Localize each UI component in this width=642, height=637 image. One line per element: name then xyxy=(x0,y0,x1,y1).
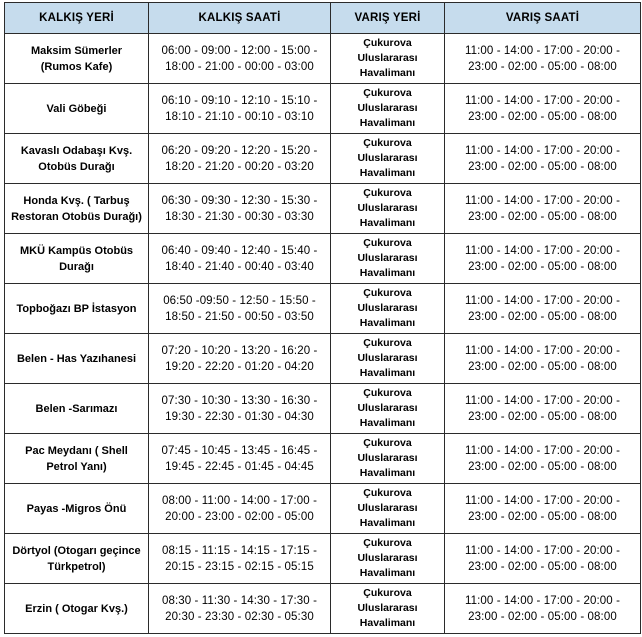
departure-stop-cell xyxy=(5,84,149,134)
departure-stop-cell xyxy=(5,484,149,534)
arrival-times-cell-line: 11:00 - 14:00 - 17:00 - 20:00 - xyxy=(464,344,621,357)
departure-times-cell-line: 18:20 - 21:20 - 00:20 - 03:20 xyxy=(165,160,314,173)
arrival-times-cell-line: 23:00 - 02:00 - 05:00 - 08:00 xyxy=(468,510,617,523)
table-row xyxy=(5,484,641,534)
departure-times-cell-line: 08:15 - 11:15 - 14:15 - 17:15 - xyxy=(161,544,318,557)
arrival-stop-cell-line: Çukurova xyxy=(363,137,412,149)
arrival-times-cell xyxy=(445,434,641,484)
departure-stop-cell-line: Belen - Has Yazıhanesi xyxy=(16,352,137,365)
table-row xyxy=(5,584,641,634)
arrival-stop-cell-line: Çukurova xyxy=(363,437,412,449)
header-departure-stop: KALKIŞ YERİ xyxy=(5,3,149,34)
arrival-times-cell-line: 23:00 - 02:00 - 05:00 - 08:00 xyxy=(468,410,617,423)
departure-times-cell xyxy=(149,284,331,334)
arrival-stop-cell-line: Havalimanı xyxy=(359,367,416,379)
departure-stop-cell-line: Vali Göbeği xyxy=(46,102,107,115)
departure-times-cell-line: 18:00 - 21:00 - 00:00 - 03:00 xyxy=(165,60,314,73)
arrival-stop-cell-line: Uluslararası xyxy=(357,502,418,514)
arrival-stop-cell-line: Çukurova xyxy=(363,587,412,599)
departure-stop-cell-line: Belen -Sarımazı xyxy=(35,402,118,415)
departure-times-cell xyxy=(149,184,331,234)
arrival-times-cell xyxy=(445,484,641,534)
departure-stop-cell-line: Erzin ( Otogar Kvş.) xyxy=(25,602,128,615)
arrival-stop-cell-line: Havalimanı xyxy=(359,117,416,129)
departure-stop-cell xyxy=(5,584,149,634)
arrival-stop-cell xyxy=(331,184,445,234)
arrival-stop-cell-line: Çukurova xyxy=(363,537,412,549)
table-row xyxy=(5,134,641,184)
departure-times-cell-line: 08:30 - 11:30 - 14:30 - 17:30 - xyxy=(161,594,318,607)
departure-times-cell-line: 18:50 - 21:50 - 00:50 - 03:50 xyxy=(165,310,314,323)
departure-stop-cell-line: Türkpetrol) xyxy=(47,560,106,573)
arrival-times-cell xyxy=(445,334,641,384)
arrival-stop-cell-line: Uluslararası xyxy=(357,52,418,64)
departure-times-cell-line: 07:20 - 10:20 - 13:20 - 16:20 - xyxy=(161,344,318,357)
departure-stop-cell-line: (Rumos Kafe) xyxy=(40,60,113,73)
header-arrival-time: VARIŞ SAATİ xyxy=(445,3,641,34)
header-row xyxy=(5,3,641,34)
arrival-times-cell-line: 23:00 - 02:00 - 05:00 - 08:00 xyxy=(468,160,617,173)
departure-stop-cell-line: Restoran Otobüs Durağı) xyxy=(11,210,142,223)
departure-stop-cell-line: Payas -Migros Önü xyxy=(26,502,127,515)
table-row xyxy=(5,234,641,284)
table-row xyxy=(5,84,641,134)
arrival-times-cell xyxy=(445,534,641,584)
arrival-times-cell-line: 23:00 - 02:00 - 05:00 - 08:00 xyxy=(468,360,617,373)
arrival-stop-cell-line: Uluslararası xyxy=(357,452,418,464)
arrival-stop-cell xyxy=(331,534,445,584)
arrival-stop-cell-line: Çukurova xyxy=(363,287,412,299)
arrival-stop-cell-line: Uluslararası xyxy=(357,552,418,564)
arrival-times-cell-line: 23:00 - 02:00 - 05:00 - 08:00 xyxy=(468,260,617,273)
departure-times-cell-line: 19:20 - 22:20 - 01:20 - 04:20 xyxy=(165,360,314,373)
departure-times-cell xyxy=(149,84,331,134)
arrival-stop-cell xyxy=(331,234,445,284)
arrival-times-cell-line: 11:00 - 14:00 - 17:00 - 20:00 - xyxy=(464,444,621,457)
arrival-stop-cell-line: Havalimanı xyxy=(359,517,416,529)
arrival-stop-cell-line: Uluslararası xyxy=(357,352,418,364)
departure-times-cell-line: 18:30 - 21:30 - 00:30 - 03:30 xyxy=(165,210,314,223)
arrival-stop-cell-line: Havalimanı xyxy=(359,617,416,629)
departure-stop-cell xyxy=(5,234,149,284)
departure-stop-cell-line: Kavaslı Odabaşı Kvş. xyxy=(20,144,133,157)
arrival-stop-cell xyxy=(331,284,445,334)
arrival-stop-cell-line: Havalimanı xyxy=(359,567,416,579)
departure-stop-cell-line: Maksim Sümerler xyxy=(30,44,123,57)
arrival-stop-cell xyxy=(331,84,445,134)
departure-times-cell-line: 20:15 - 23:15 - 02:15 - 05:15 xyxy=(165,560,314,573)
departure-times-cell-line: 18:10 - 21:10 - 00:10 - 03:10 xyxy=(165,110,314,123)
arrival-stop-cell-line: Çukurova xyxy=(363,187,412,199)
table-row xyxy=(5,284,641,334)
arrival-stop-cell-line: Çukurova xyxy=(363,487,412,499)
arrival-stop-cell-line: Çukurova xyxy=(363,37,412,49)
departure-stop-cell-line: MKÜ Kampüs Otobüs xyxy=(19,244,134,257)
departure-times-cell-line: 06:50 -09:50 - 12:50 - 15:50 - xyxy=(163,294,316,307)
arrival-times-cell xyxy=(445,284,641,334)
arrival-times-cell-line: 23:00 - 02:00 - 05:00 - 08:00 xyxy=(468,460,617,473)
arrival-stop-cell-line: Çukurova xyxy=(363,87,412,99)
departure-stop-cell-line: Petrol Yanı) xyxy=(46,460,107,473)
arrival-stop-cell xyxy=(331,334,445,384)
arrival-times-cell-line: 11:00 - 14:00 - 17:00 - 20:00 - xyxy=(464,94,621,107)
arrival-times-cell xyxy=(445,134,641,184)
departure-stop-cell xyxy=(5,284,149,334)
departure-stop-cell-line: Honda Kvş. ( Tarbuş xyxy=(23,194,130,207)
arrival-stop-cell xyxy=(331,34,445,84)
departure-stop-cell-line: Otobüs Durağı xyxy=(38,160,115,173)
arrival-stop-cell-line: Havalimanı xyxy=(359,317,416,329)
arrival-times-cell-line: 11:00 - 14:00 - 17:00 - 20:00 - xyxy=(464,44,621,57)
departure-times-cell xyxy=(149,34,331,84)
table-header xyxy=(5,3,641,34)
departure-times-cell-line: 20:30 - 23:30 - 02:30 - 05:30 xyxy=(165,610,314,623)
arrival-stop-cell-line: Uluslararası xyxy=(357,402,418,414)
arrival-times-cell-line: 11:00 - 14:00 - 17:00 - 20:00 - xyxy=(464,144,621,157)
arrival-stop-cell xyxy=(331,384,445,434)
arrival-times-cell-line: 11:00 - 14:00 - 17:00 - 20:00 - xyxy=(464,244,621,257)
arrival-stop-cell-line: Uluslararası xyxy=(357,602,418,614)
departure-times-cell xyxy=(149,234,331,284)
arrival-stop-cell-line: Uluslararası xyxy=(357,102,418,114)
table-row xyxy=(5,534,641,584)
departure-stop-cell-line: Topboğazı BP İstasyon xyxy=(16,302,137,315)
departure-times-cell xyxy=(149,484,331,534)
departure-times-cell-line: 08:00 - 11:00 - 14:00 - 17:00 - xyxy=(161,494,318,507)
arrival-stop-cell-line: Çukurova xyxy=(363,337,412,349)
table-row xyxy=(5,384,641,434)
arrival-stop-cell xyxy=(331,434,445,484)
arrival-times-cell xyxy=(445,234,641,284)
departure-times-cell-line: 07:45 - 10:45 - 13:45 - 16:45 - xyxy=(161,444,318,457)
arrival-stop-cell-line: Havalimanı xyxy=(359,267,416,279)
arrival-stop-cell-line: Havalimanı xyxy=(359,467,416,479)
departure-times-cell xyxy=(149,434,331,484)
departure-times-cell xyxy=(149,584,331,634)
arrival-times-cell-line: 23:00 - 02:00 - 05:00 - 08:00 xyxy=(468,60,617,73)
table-row xyxy=(5,434,641,484)
arrival-stop-cell-line: Çukurova xyxy=(363,387,412,399)
table-row xyxy=(5,184,641,234)
departure-times-cell-line: 06:20 - 09:20 - 12:20 - 15:20 - xyxy=(161,144,318,157)
header-arrival-stop: VARIŞ YERİ xyxy=(331,3,445,34)
departure-times-cell-line: 20:00 - 23:00 - 02:00 - 05:00 xyxy=(165,510,314,523)
departure-times-cell-line: 06:10 - 09:10 - 12:10 - 15:10 - xyxy=(161,94,318,107)
arrival-times-cell-line: 23:00 - 02:00 - 05:00 - 08:00 xyxy=(468,110,617,123)
departure-stop-cell-line: Durağı xyxy=(59,260,94,273)
departure-times-cell xyxy=(149,134,331,184)
arrival-times-cell-line: 23:00 - 02:00 - 05:00 - 08:00 xyxy=(468,310,617,323)
arrival-times-cell xyxy=(445,184,641,234)
table-row xyxy=(5,34,641,84)
departure-times-cell-line: 19:45 - 22:45 - 01:45 - 04:45 xyxy=(165,460,314,473)
table-body xyxy=(5,34,641,634)
arrival-stop-cell-line: Uluslararası xyxy=(357,152,418,164)
departure-times-cell-line: 19:30 - 22:30 - 01:30 - 04:30 xyxy=(165,410,314,423)
arrival-times-cell-line: 11:00 - 14:00 - 17:00 - 20:00 - xyxy=(464,394,621,407)
departure-stop-cell-line: Pac Meydanı ( Shell xyxy=(25,444,128,457)
arrival-times-cell-line: 23:00 - 02:00 - 05:00 - 08:00 xyxy=(468,610,617,623)
departure-stop-cell xyxy=(5,34,149,84)
arrival-stop-cell xyxy=(331,584,445,634)
departure-times-cell-line: 06:30 - 09:30 - 12:30 - 15:30 - xyxy=(161,194,318,207)
departure-stop-cell xyxy=(5,334,149,384)
arrival-times-cell xyxy=(445,584,641,634)
arrival-stop-cell-line: Çukurova xyxy=(363,237,412,249)
arrival-times-cell xyxy=(445,84,641,134)
arrival-times-cell-line: 11:00 - 14:00 - 17:00 - 20:00 - xyxy=(464,594,621,607)
arrival-times-cell xyxy=(445,384,641,434)
departure-stop-cell xyxy=(5,434,149,484)
arrival-times-cell-line: 23:00 - 02:00 - 05:00 - 08:00 xyxy=(468,560,617,573)
arrival-stop-cell-line: Havalimanı xyxy=(359,417,416,429)
arrival-stop-cell-line: Uluslararası xyxy=(357,302,418,314)
departure-stop-cell xyxy=(5,384,149,434)
header-departure-time: KALKIŞ SAATİ xyxy=(149,3,331,34)
shuttle-schedule-table xyxy=(4,2,641,634)
departure-times-cell xyxy=(149,334,331,384)
departure-times-cell xyxy=(149,384,331,434)
departure-stop-cell xyxy=(5,184,149,234)
arrival-times-cell-line: 11:00 - 14:00 - 17:00 - 20:00 - xyxy=(464,494,621,507)
departure-stop-cell xyxy=(5,534,149,584)
arrival-times-cell xyxy=(445,34,641,84)
departure-times-cell-line: 06:40 - 09:40 - 12:40 - 15:40 - xyxy=(161,244,318,257)
departure-times-cell-line: 07:30 - 10:30 - 13:30 - 16:30 - xyxy=(161,394,318,407)
arrival-stop-cell-line: Havalimanı xyxy=(359,217,416,229)
table-row xyxy=(5,334,641,384)
arrival-times-cell-line: 11:00 - 14:00 - 17:00 - 20:00 - xyxy=(464,194,621,207)
arrival-stop-cell-line: Uluslararası xyxy=(357,252,418,264)
arrival-stop-cell-line: Havalimanı xyxy=(359,167,416,179)
departure-times-cell-line: 18:40 - 21:40 - 00:40 - 03:40 xyxy=(165,260,314,273)
arrival-times-cell-line: 11:00 - 14:00 - 17:00 - 20:00 - xyxy=(464,294,621,307)
arrival-stop-cell-line: Havalimanı xyxy=(359,67,416,79)
arrival-stop-cell xyxy=(331,484,445,534)
arrival-stop-cell-line: Uluslararası xyxy=(357,202,418,214)
arrival-times-cell-line: 11:00 - 14:00 - 17:00 - 20:00 - xyxy=(464,544,621,557)
arrival-stop-cell xyxy=(331,134,445,184)
departure-stop-cell xyxy=(5,134,149,184)
departure-stop-cell-line: Dörtyol (Otogarı geçince xyxy=(12,544,141,557)
departure-times-cell-line: 06:00 - 09:00 - 12:00 - 15:00 - xyxy=(161,44,318,57)
departure-times-cell xyxy=(149,534,331,584)
arrival-times-cell-line: 23:00 - 02:00 - 05:00 - 08:00 xyxy=(468,210,617,223)
